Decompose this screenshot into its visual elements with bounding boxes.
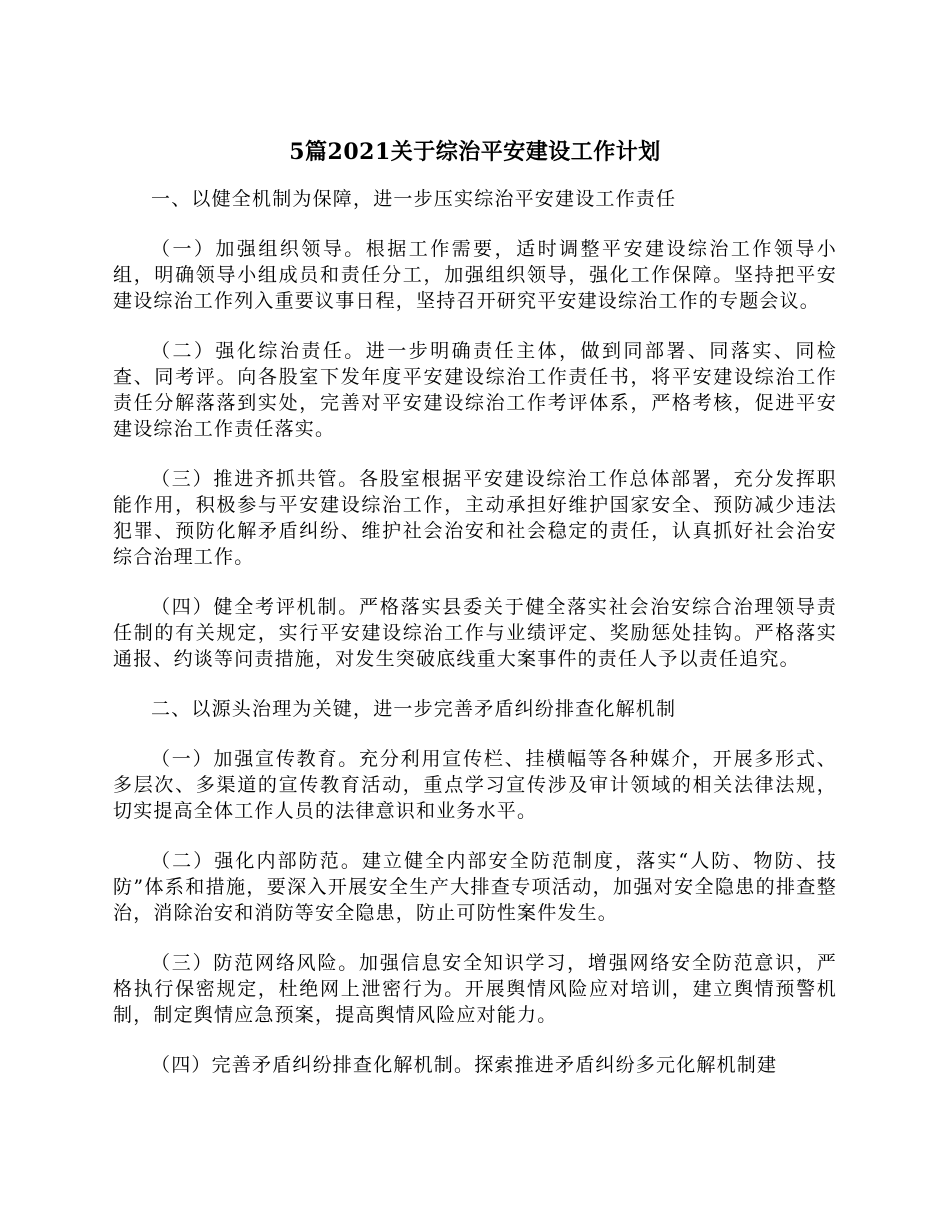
paragraph: （四）完善矛盾纠纷排查化解机制。探索推进矛盾纠纷多元化解机制建 bbox=[151, 1054, 778, 1076]
section-heading-2: 二、以源头治理为关键，进一步完善矛盾纠纷排查化解机制 bbox=[151, 698, 677, 720]
paragraph: （三）防范网络风险。加强信息安全知识学习，增强网络安全防范意识，严格执行保密规定，杜绝网上泄密行为。开展舆情风险应对培训，建立舆情预警机制，制定舆情应急预案，提高舆情风险应对能力。 bbox=[113, 952, 837, 1026]
paragraph: （一）加强组织领导。根据工作需要，适时调整平安建设综治工作领导小组，明确领导小组成员和责任分工，加强组织领导，强化工作保障。坚持把平安建设综治工作列入重要议事日程，坚持召开研究平安建设综治工作的专题会议。 bbox=[113, 238, 837, 312]
paragraph: （一）加强宣传教育。充分利用宣传栏、挂横幅等各种媒介，开展多形式、多层次、多渠道的宣传教育活动，重点学习宣传涉及审计领域的相关法律法规，切实提高全体工作人员的法律意识和业务水平。 bbox=[113, 748, 837, 822]
paragraph: （二）强化综治责任。进一步明确责任主体，做到同部署、同落实、同检查、同考评。向各股室下发年度平安建设综治工作责任书，将平安建设综治工作责任分解落落到实处，完善对平安建设综治工作考评体系，严格考核，促进平安建设综治工作责任落实。 bbox=[113, 340, 837, 440]
paragraph: （三）推进齐抓共管。各股室根据平安建设综治工作总体部署，充分发挥职能作用，积极参与平安建设综治工作，主动承担好维护国家安全、预防减少违法犯罪、预防化解矛盾纠纷、维护社会治安和社会稳定的责任，认真抓好社会治安综合治理工作。 bbox=[113, 468, 837, 568]
paragraph: （四）健全考评机制。严格落实县委关于健全落实社会治安综合治理领导责任制的有关规定，实行平安建设综治工作与业绩评定、奖励惩处挂钩。严格落实通报、约谈等问责措施，对发生突破底线重大案事件的责任人予以责任追究。 bbox=[113, 596, 837, 670]
paragraph: （二）强化内部防范。建立健全内部安全防范制度，落实“人防、物防、技防”体系和措施，要深入开展安全生产大排查专项活动，加强对安全隐患的排查整治，消除治安和消防等安全隐患，防止可防性案件发生。 bbox=[113, 850, 837, 924]
document-page bbox=[113, 136, 837, 1078]
section-heading-1: 一、以健全机制为保障，进一步压实综治平安建设工作责任 bbox=[151, 188, 677, 210]
document-title: 5篇2021关于综治平安建设工作计划 bbox=[289, 139, 661, 165]
